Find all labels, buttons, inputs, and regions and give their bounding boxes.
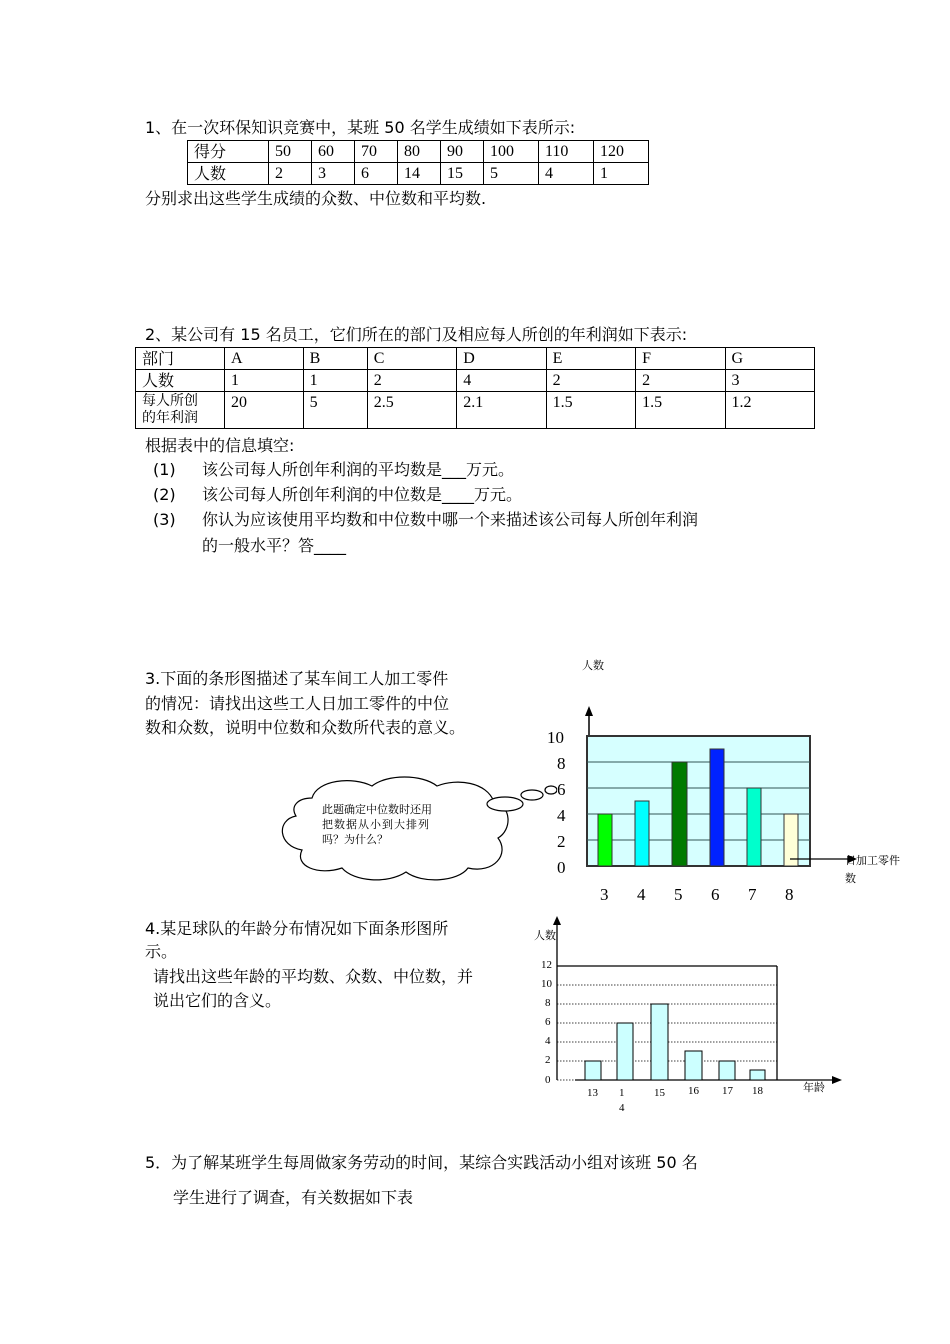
chart1-ytick: 4 bbox=[557, 806, 566, 825]
q2-cell: C bbox=[367, 348, 456, 370]
q2-cell: 1.5 bbox=[546, 392, 635, 429]
q1-question: 分别求出这些学生成绩的众数、中位数和平均数. bbox=[145, 189, 487, 208]
q2-cell: E bbox=[546, 348, 635, 370]
chart1-xtick: 3 bbox=[600, 885, 609, 904]
chart1-ytick: 0 bbox=[557, 858, 566, 877]
q2-cell: 3 bbox=[725, 370, 815, 392]
q2-item-num: (2) bbox=[153, 485, 176, 504]
q2-cell: F bbox=[636, 348, 725, 370]
q2-cell: G bbox=[725, 348, 815, 370]
chart2-ytick: 10 bbox=[541, 978, 552, 990]
q2-row-header-line2: 的年利润 bbox=[142, 410, 198, 426]
q3-line: 数和众数，说明中位数和众数所代表的意义。 bbox=[145, 718, 466, 737]
q2-cell: 2 bbox=[546, 370, 635, 392]
q5-line: 学生进行了调查，有关数据如下表 bbox=[173, 1188, 414, 1207]
q1-cell: 6 bbox=[355, 163, 398, 185]
chart2-ytick: 6 bbox=[545, 1016, 551, 1028]
chart2-svg bbox=[530, 915, 850, 1095]
q1-cell: 60 bbox=[312, 141, 355, 163]
chart1-xtick: 8 bbox=[785, 885, 794, 904]
chart2-xtick: 14 bbox=[619, 1087, 625, 1114]
q2-row-header: 部门 bbox=[136, 348, 225, 370]
chart1-xtick: 6 bbox=[711, 885, 720, 904]
q2-cell: 4 bbox=[457, 370, 546, 392]
chart2-xtick: 15 bbox=[654, 1087, 665, 1099]
chart2-ytick: 2 bbox=[545, 1054, 551, 1066]
bubble-line: 此题确定中位数时还用 bbox=[322, 803, 432, 816]
q2-item-num: (1) bbox=[153, 460, 176, 479]
q2-row-header: 人数 bbox=[136, 370, 225, 392]
chart2-ylabel: 人数 bbox=[534, 929, 556, 942]
q3-line: 3.下面的条形图描述了某车间工人加工零件 bbox=[145, 669, 449, 688]
q3-line: 的情况：请找出这些工人日加工零件的中位 bbox=[145, 694, 450, 713]
chart2-ytick: 0 bbox=[545, 1074, 551, 1086]
chart2-ytick: 4 bbox=[545, 1035, 551, 1047]
q2-cell: D bbox=[457, 348, 546, 370]
q1-prompt: 1、在一次环保知识竞赛中，某班 50 名学生成绩如下表所示: bbox=[145, 118, 576, 137]
q1-cell: 50 bbox=[269, 141, 312, 163]
chart1-ytick: 10 bbox=[547, 728, 564, 747]
q1-cell: 1 bbox=[594, 163, 649, 185]
q1-cell: 110 bbox=[539, 141, 594, 163]
chart1-xtick: 4 bbox=[637, 885, 646, 904]
chart1-ylabel: 人数 bbox=[582, 659, 604, 672]
q2-cell: A bbox=[225, 348, 304, 370]
q2-cell: 20 bbox=[225, 392, 304, 429]
q1-cell: 5 bbox=[484, 163, 539, 185]
q1-cell: 4 bbox=[539, 163, 594, 185]
q2-item-num: (3) bbox=[153, 510, 176, 529]
chart1-xtick: 7 bbox=[748, 885, 757, 904]
q2-cell: 1.5 bbox=[636, 392, 725, 429]
chart2-xlabel: 年龄 bbox=[803, 1081, 825, 1094]
q2-cell: 2 bbox=[367, 370, 456, 392]
q2-cell: 2.1 bbox=[457, 392, 546, 429]
q4-line: 4.某足球队的年龄分布情况如下面条形图所 bbox=[145, 919, 449, 938]
chart2-ytick: 12 bbox=[541, 959, 552, 971]
q5-line: 5．为了解某班学生每周做家务劳动的时间，某综合实践活动小组对该班 50 名 bbox=[145, 1153, 698, 1172]
q2-prompt: 2、某公司有 15 名员工，它们所在的部门及相应每人所创的年利润如下表示: bbox=[145, 325, 688, 344]
q2-item-text-cont: 的一般水平？答____ bbox=[202, 536, 347, 555]
chart2-xtick: 18 bbox=[752, 1085, 763, 1097]
q1-cell: 120 bbox=[594, 141, 649, 163]
q1-cell: 90 bbox=[441, 141, 484, 163]
q2-cell: 1.2 bbox=[725, 392, 815, 429]
q2-item-text: 该公司每人所创年利润的平均数是___万元。 bbox=[202, 460, 515, 479]
q1-row-header: 人数 bbox=[188, 163, 269, 185]
chart1-xlabel: 日加工零件数 bbox=[845, 854, 900, 885]
q2-cell: B bbox=[303, 348, 367, 370]
q2-item-text: 该公司每人所创年利润的中位数是____万元。 bbox=[202, 485, 523, 504]
q2-cell: 5 bbox=[303, 392, 367, 429]
bubble-line: 吗？为什么？ bbox=[322, 833, 388, 846]
chart2-xtick: 17 bbox=[722, 1085, 733, 1097]
q1-cell: 80 bbox=[398, 141, 441, 163]
q1-cell: 3 bbox=[312, 163, 355, 185]
q2-fill-intro: 根据表中的信息填空: bbox=[145, 436, 295, 455]
chart2-ytick: 8 bbox=[545, 997, 551, 1009]
bubble-line: 把数据从小到大排列 bbox=[322, 818, 430, 831]
chart1-xtick: 5 bbox=[674, 885, 683, 904]
q4-line: 示。 bbox=[145, 942, 178, 961]
q4-line: 说出它们的含义。 bbox=[153, 991, 282, 1010]
q1-row-header: 得分 bbox=[188, 141, 269, 163]
q2-cell: 1 bbox=[303, 370, 367, 392]
q2-cell: 1 bbox=[225, 370, 304, 392]
q2-item-text: 你认为应该使用平均数和中位数中哪一个来描述该公司每人所创年利润 bbox=[202, 510, 699, 529]
q1-cell: 15 bbox=[441, 163, 484, 185]
q1-cell: 14 bbox=[398, 163, 441, 185]
q2-row-header-line1: 每人所创 bbox=[142, 393, 198, 409]
q2-cell: 2 bbox=[636, 370, 725, 392]
q1-cell: 2 bbox=[269, 163, 312, 185]
q2-cell: 2.5 bbox=[367, 392, 456, 429]
chart2-xtick: 13 bbox=[587, 1087, 598, 1099]
chart1-ytick: 6 bbox=[557, 780, 566, 799]
chart1-ytick: 2 bbox=[557, 832, 566, 851]
q1-cell: 100 bbox=[484, 141, 539, 163]
q1-cell: 70 bbox=[355, 141, 398, 163]
chart1-ytick: 8 bbox=[557, 754, 566, 773]
chart2-xtick: 16 bbox=[688, 1085, 699, 1097]
q4-line: 请找出这些年龄的平均数、众数、中位数，并 bbox=[153, 967, 474, 986]
